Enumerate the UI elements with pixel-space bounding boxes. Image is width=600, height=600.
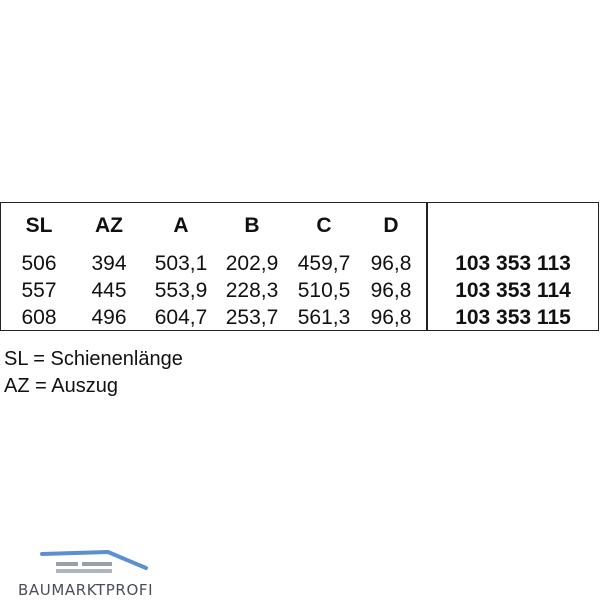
cell-a: 553,9 [154,279,208,302]
header-a: A [173,214,189,237]
cell-az: 445 [91,279,127,302]
cell-b: 253,7 [225,306,279,329]
header-b: B [244,214,260,237]
table-row [1,251,598,277]
article-number: 103 353 115 [455,306,571,329]
header-d: D [383,214,399,237]
article-number: 103 353 114 [455,279,571,302]
header-c: C [316,214,332,237]
cell-a: 604,7 [154,306,208,329]
table-row [1,278,598,304]
cell-b: 202,9 [225,252,279,275]
table-row [1,305,598,331]
legend-sl: SL = Schienenlänge [4,348,183,370]
header-sl: SL [25,214,53,237]
cell-sl: 506 [21,252,57,275]
cell-az: 496 [91,306,127,329]
cell-sl: 608 [21,306,57,329]
roof-logo-icon [38,548,150,578]
cell-az: 394 [91,252,127,275]
logo-text: BAUMARKTPROFI [18,581,154,599]
cell-a: 503,1 [154,252,208,275]
cell-c: 561,3 [297,306,351,329]
brand-logo [18,548,168,600]
cell-b: 228,3 [225,279,279,302]
cell-sl: 557 [21,279,57,302]
cell-d: 96,8 [370,252,412,275]
table-header-row [1,213,598,239]
header-az: AZ [95,214,123,237]
cell-c: 510,5 [297,279,351,302]
spec-table [0,202,599,331]
cell-d: 96,8 [370,306,412,329]
cell-c: 459,7 [297,252,351,275]
cell-d: 96,8 [370,279,412,302]
legend-az: AZ = Auszug [4,375,118,397]
article-number: 103 353 113 [455,252,571,275]
